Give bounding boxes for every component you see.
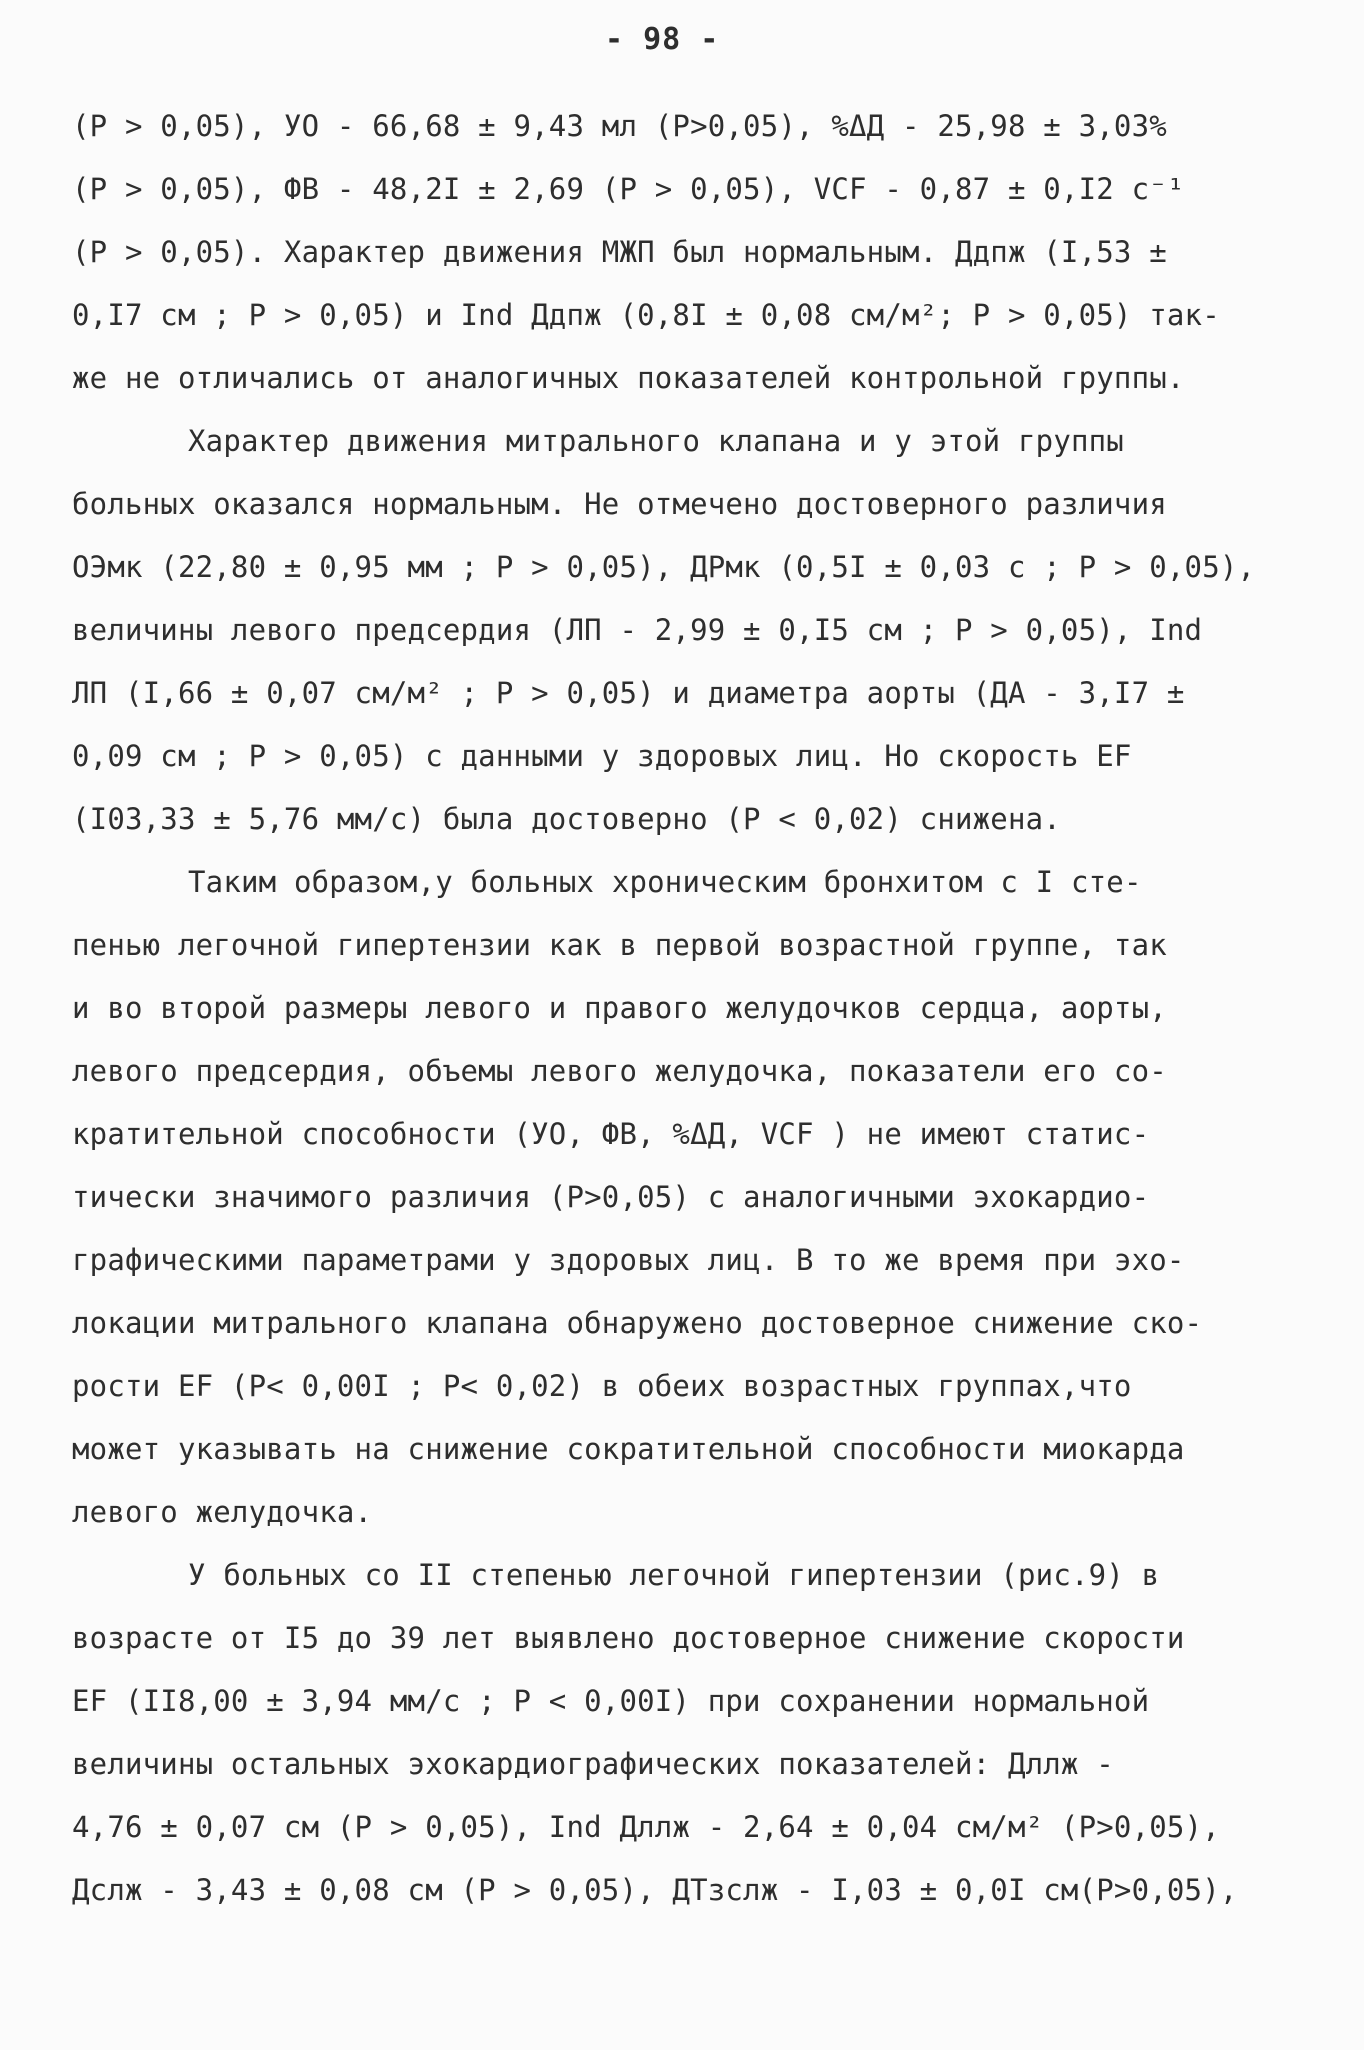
text-line: графическими параметрами у здоровых лиц. В то же время при эхо- bbox=[72, 1243, 1185, 1277]
text-line: (P > 0,05), УО - 66,68 ± 9,43 мл (P>0,05), %ΔД - 25,98 ± 3,03% bbox=[72, 109, 1167, 143]
text-line: кратительной способности (УО, ФВ, %ΔД, VCF ) не имеют статис- bbox=[72, 1117, 1150, 1151]
text-line: и во второй размеры левого и правого желудочков сердца, аорты, bbox=[72, 991, 1167, 1025]
text-line: величины остальных эхокардиографических показателей: Дллж - bbox=[72, 1747, 1114, 1781]
text-line: больных оказался нормальным. Не отмечено достоверного различия bbox=[72, 487, 1167, 521]
text-line: величины левого предсердия (ЛП - 2,99 ± 0,I5 см ; P > 0,05), Ind bbox=[72, 613, 1203, 647]
text-line: возрасте от I5 до 39 лет выявлено достоверное снижение скорости bbox=[72, 1621, 1185, 1655]
text-line: (I03,33 ± 5,76 мм/с) была достоверно (P < 0,02) снижена. bbox=[72, 802, 1061, 836]
text-line: 0,I7 см ; P > 0,05) и Ind Ддпж (0,8I ± 0,08 см/м²; P > 0,05) так- bbox=[72, 298, 1220, 332]
text-line: 0,09 см ; P > 0,05) с данными у здоровых лиц. Но скорость EF bbox=[72, 739, 1132, 773]
text-line: EF (II8,00 ± 3,94 мм/с ; P < 0,00I) при сохранении нормальной bbox=[72, 1684, 1150, 1718]
text-line: же не отличались от аналогичных показателей контрольной группы. bbox=[72, 361, 1185, 395]
text-line: рости EF (P< 0,00I ; P< 0,02) в обеих возрастных группах,что bbox=[72, 1369, 1132, 1403]
text-line: левого желудочка. bbox=[72, 1495, 373, 1529]
text-line: ЛП (I,66 ± 0,07 см/м² ; P > 0,05) и диаметра аорты (ДА - 3,I7 ± bbox=[72, 676, 1185, 710]
body-text bbox=[72, 95, 1317, 1922]
paragraph-start-line: У больных со II степенью легочной гипертензии (рис.9) в bbox=[188, 1558, 1160, 1592]
text-line: локации митрального клапана обнаружено достоверное снижение ско- bbox=[72, 1306, 1203, 1340]
text-line: тически значимого различия (P>0,05) с аналогичными эхокардио- bbox=[72, 1180, 1150, 1214]
text-line: пенью легочной гипертензии как в первой возрастной группе, так bbox=[72, 928, 1167, 962]
text-line: Дслж - 3,43 ± 0,08 см (P > 0,05), ДТзслж - I,03 ± 0,0I см(P>0,05), bbox=[72, 1873, 1238, 1907]
text-line: левого предсердия, объемы левого желудочка, показатели его со- bbox=[72, 1054, 1167, 1088]
text-line: 4,76 ± 0,07 см (P > 0,05), Ind Дллж - 2,64 ± 0,04 см/м² (P>0,05), bbox=[72, 1810, 1220, 1844]
paragraph-start-line: Характер движения митрального клапана и у этой группы bbox=[188, 424, 1124, 458]
text-line: ОЭмк (22,80 ± 0,95 мм ; P > 0,05), ДРмк (0,5I ± 0,03 с ; P > 0,05), bbox=[72, 550, 1256, 584]
text-line: может указывать на снижение сократительной способности миокарда bbox=[72, 1432, 1185, 1466]
text-line: (P > 0,05). Характер движения МЖП был нормальным. Ддпж (I,53 ± bbox=[72, 235, 1167, 269]
paragraph-start-line: Таким образом,у больных хроническим бронхитом с I сте- bbox=[188, 865, 1142, 899]
text-line: (P > 0,05), ФВ - 48,2I ± 2,69 (P > 0,05), VCF - 0,87 ± 0,I2 c⁻¹ bbox=[72, 172, 1185, 206]
page-number: - 98 - bbox=[605, 22, 720, 57]
